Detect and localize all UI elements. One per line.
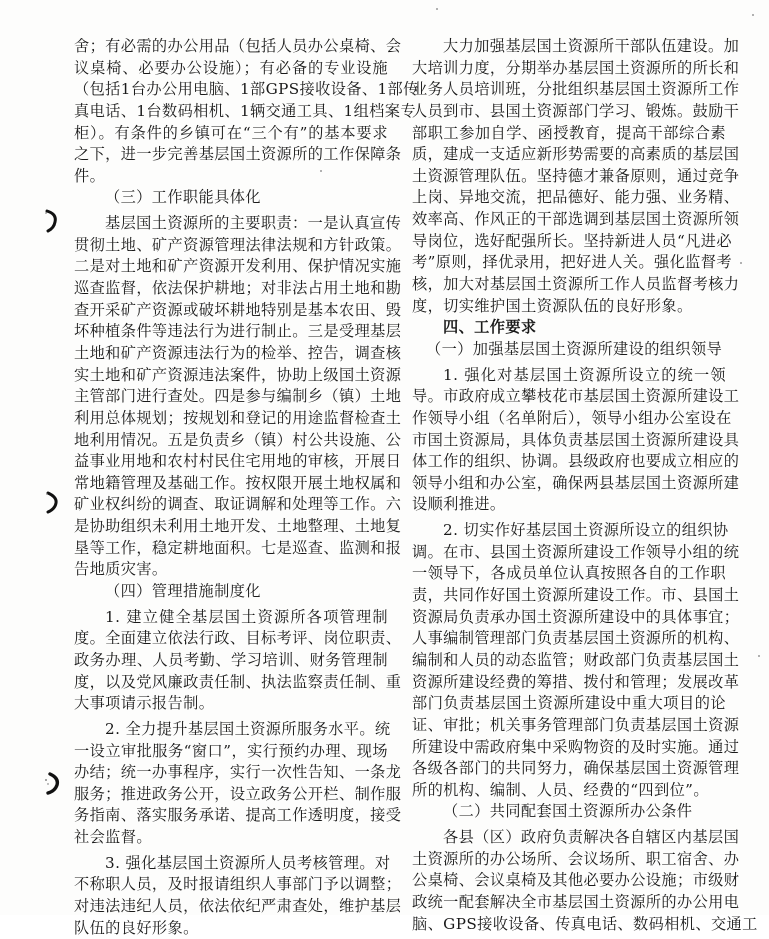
text-line: 核，加大对基层国土资源所工作人员监督考核力 — [412, 275, 740, 294]
text-line: 主管部门进行查处。四是参与编制乡（镇）土地 — [74, 387, 402, 406]
scan-speck — [740, 262, 742, 264]
text-line: 二是对土地和矿产资源开发利用、保护情况实施 — [74, 257, 402, 276]
text-line: 人事编制管理部门负责基层国土资源所的机构、 — [412, 629, 740, 648]
paragraph — [74, 719, 402, 849]
text-line: 质，建成一支适应新形势需要的高素质的基层国 — [412, 145, 740, 164]
text-line: （四）管理措施制度化 — [105, 582, 261, 601]
text-line: 部职工参加自学、函授教育，提高干部综合素 — [412, 123, 726, 142]
text-line: 2. 全力提升基层国土资源所服务水平。统 — [105, 719, 391, 738]
text-line: 件。 — [74, 166, 106, 185]
text-line: 市国土资源局，具体负责基层国土资源所建设具 — [412, 430, 740, 449]
text-line: 服务；推进政务公开，设立政务公开栏、制作服 — [74, 784, 402, 803]
scan-speck — [752, 14, 754, 16]
subsection-heading — [412, 339, 726, 361]
binder-hole-mark-icon — [44, 490, 60, 516]
text-line: 政务办理、人员考勤、学习培训、财务管理制 — [74, 650, 388, 669]
paragraph — [74, 213, 402, 581]
text-line: 对违法违纪人员，依法依纪严肃查处，维护基层 — [74, 896, 402, 915]
text-line: （包括1台办公用电脑、1部GPS接收设备、1部传 — [74, 80, 419, 99]
text-line: 大事项请示报告制。 — [74, 694, 215, 713]
text-line: 土资源所的办公场所、会议场所、职工宿舍、办 — [412, 849, 740, 868]
text-line: 实土地和矿产资源违法案件，协助上级国土资源 — [74, 365, 402, 384]
text-line: 业务人员培训班，分批组织基层国土资源所工作 — [412, 80, 740, 99]
text-line: 告地质灾害。 — [74, 560, 168, 579]
text-line: 贯彻土地、矿产资源管理法律法规和方针政策。 — [74, 235, 402, 254]
text-line: 真电话、1台数码相机、1辆交通工具、1组档案专 — [74, 101, 416, 120]
text-line: 垦等工作，稳定耕地面积。七是巡查、监测和报 — [74, 538, 402, 557]
paragraph — [412, 36, 740, 317]
text-line: 查开采矿产资源或破坏耕地特别是基本农田、毁 — [74, 300, 402, 319]
paragraph — [412, 520, 740, 801]
text-line: 设顺利推进。 — [412, 495, 506, 514]
text-line: 议桌椅、必要办公设施）；有必备的专业设施 — [74, 58, 388, 77]
text-line: 体工作的组织、协调。县级政府也要成立相应的 — [412, 452, 740, 471]
text-line: 一领导下，各成员单位认真按照各自的工作职 — [412, 564, 726, 583]
text-line: 柜）。有条件的乡镇可在“三个有”的基本要求 — [74, 123, 388, 142]
text-line: 务指南、落实服务承诺、提高工作透明度，接受 — [74, 806, 402, 825]
text-line: 利用总体规划；按规划和登记的用途监督检查土 — [74, 408, 402, 427]
left-text-column — [74, 36, 419, 939]
text-line: 巡查监督，依法保护耕地；对非法占用土地和勘 — [74, 279, 402, 298]
scan-speck — [320, 170, 322, 172]
right-text-column — [412, 36, 758, 935]
text-line: 脑、GPS接收设备、传真电话、数码相机、交通工 — [412, 914, 758, 933]
text-line: 作领导小组（名单附后），领导小组办公室设在 — [412, 408, 732, 427]
text-line: 调。在市、县国土资源所建设工作领导小组的统 — [412, 542, 740, 561]
text-line: 矿业权纠纷的调查、取证调解和处理等工作。六 — [74, 495, 402, 514]
text-line: 地利用情况。五是负责乡（镇）村公共设施、公 — [74, 430, 402, 449]
section-heading — [412, 317, 726, 339]
text-line: 效率高、作风正的干部选调到基层国土资源所领 — [412, 210, 740, 229]
text-line: 1. 建立健全基层国土资源所各项管理制 — [105, 607, 388, 626]
text-line: 导。市政府成立攀枝花市基层国土资源所建设工 — [412, 387, 740, 406]
paragraph — [412, 365, 740, 516]
text-line: 基层国土资源所的主要职责：一是认真宣传 — [105, 214, 402, 233]
paragraph — [412, 827, 758, 935]
text-line: 大力加强基层国土资源所干部队伍建设。加 — [443, 37, 740, 55]
subsection-heading — [74, 187, 388, 209]
text-line: 社会监督。 — [74, 828, 152, 847]
binder-hole-mark-icon — [44, 208, 60, 234]
text-line: 考”原则，择优录用，把好进人关。强化监督考 — [412, 253, 732, 272]
binder-hole-mark-icon — [44, 770, 60, 796]
text-line: 各县（区）政府负责解决各自辖区内基层国 — [443, 828, 740, 847]
text-line: 土资源管理队伍。坚持德才兼备原则，通过竞争 — [412, 166, 740, 185]
text-line: 不称职人员，及时报请组织人事部门予以调整； — [74, 875, 402, 894]
paragraph — [74, 607, 402, 715]
text-line: 度，切实维护国土资源队伍的良好形象。 — [412, 296, 693, 315]
text-line: 领导小组和办公室，确保两县基层国土资源所建 — [412, 473, 740, 492]
text-line: （二）共同配套国土资源所办公条件 — [443, 802, 693, 821]
text-line: 导岗位，选好配强所长。坚持新进人员“凡进必 — [412, 231, 732, 250]
text-line: 四、工作要求 — [443, 318, 537, 337]
text-line: 责，共同作好国土资源所建设工作。市、县国土 — [412, 586, 740, 605]
text-line: 各级各部门的共同努力，确保基层国土资源管理 — [412, 759, 740, 778]
text-line: 部门负责基层国土资源所建设中重大项目的论 — [412, 694, 726, 713]
text-line: 度。全面建立依法行政、目标考评、岗位职责、 — [74, 629, 402, 648]
subsection-heading — [412, 801, 726, 823]
scan-speck — [436, 8, 438, 10]
text-line: 人员到市、县国土资源部门学习、锻炼。鼓励干 — [412, 101, 740, 120]
text-line: 资源所建设经费的筹措、拨付和管理；发展改革 — [412, 672, 740, 691]
text-line: （一）加强基层国土资源所建设的组织领导 — [426, 339, 723, 358]
text-line: 一设立审批服务“窗口”，实行预约办理、现场 — [74, 741, 388, 760]
scan-speck — [733, 78, 735, 80]
text-line: 政统一配套解决全市基层国土资源所的办公用电 — [412, 892, 740, 911]
text-line: 资源局负责承办国土资源所建设中的具体事宜； — [412, 607, 740, 626]
text-line: （三）工作职能具体化 — [105, 188, 261, 207]
text-line: 公桌椅、会议桌椅及其他必要办公设施；市级财 — [412, 871, 740, 890]
text-line: 所建设中需政府集中采购物资的及时实施。通过 — [412, 737, 740, 756]
text-line: 常地籍管理及基础工作。按权限开展土地权属和 — [74, 473, 402, 492]
text-line: 证、审批；机关事务管理部门负责基层国土资源 — [412, 715, 740, 734]
text-line: 上岗、异地交流，把品德好、能力强、业务精、 — [412, 188, 740, 207]
text-line: 办结；统一办事程序，实行一次性告知、一条龙 — [74, 763, 402, 782]
subsection-heading — [74, 581, 388, 603]
text-line: 之下，进一步完善基层国土资源所的工作保障条 — [74, 145, 402, 164]
text-line: 土地和矿产资源违法行为的检举、控告，调查核 — [74, 343, 402, 362]
text-line: 所的机构、编制、人员、经费的“四到位”。 — [412, 780, 709, 799]
text-line: 大培训力度，分期举办基层国土资源所的所长和 — [412, 58, 740, 77]
text-line: 1. 强化对基层国土资源所设立的统一领 — [443, 365, 726, 384]
text-line: 度，以及党风廉政责任制、执法监察责任制、重 — [74, 672, 402, 691]
text-line: 坏种植条件等违法行为进行制止。三是受理基层 — [74, 322, 402, 341]
text-line: 益事业用地和农村村民住宅用地的审核，开展日 — [74, 452, 402, 471]
text-line: 舍；有必需的办公用品（包括人员办公桌椅、会 — [74, 37, 402, 55]
text-line: 2. 切实作好基层国土资源所设立的组织协 — [443, 521, 729, 540]
scan-speck — [758, 655, 760, 657]
text-line: 队伍的良好形象。 — [74, 918, 199, 937]
paragraph — [74, 853, 402, 939]
paragraph — [74, 36, 419, 187]
text-line: 3. 强化基层国土资源所人员考核管理。对 — [105, 853, 391, 872]
text-line: 是协助组织未利用土地开发、土地整理、土地复 — [74, 517, 402, 536]
text-line: 编制和人员的动态监管；财政部门负责基层国土 — [412, 650, 740, 669]
